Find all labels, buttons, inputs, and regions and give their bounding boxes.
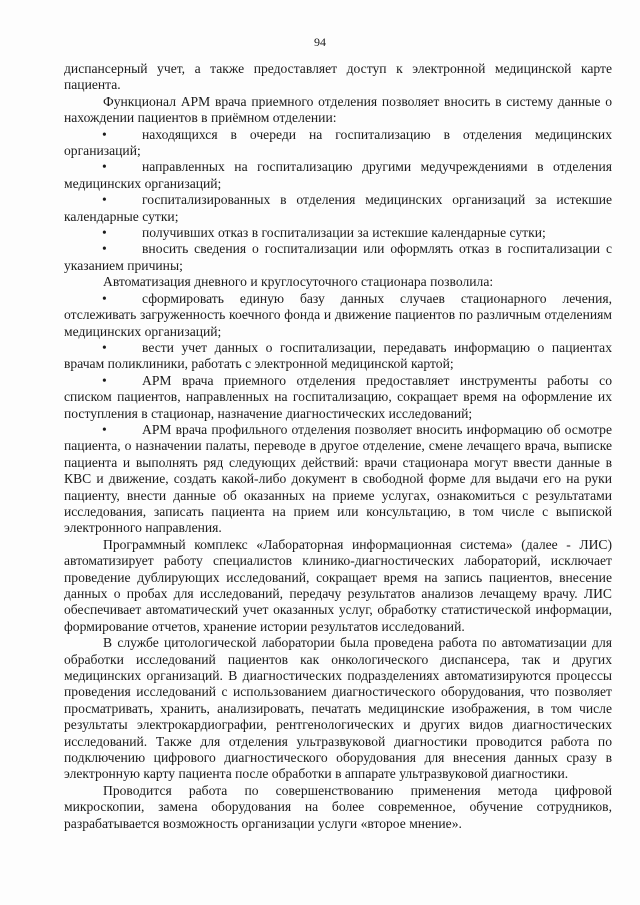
bullet-icon: • <box>102 225 107 241</box>
bullet-icon: • <box>102 241 107 257</box>
list-item: • вести учет данных о госпитализации, передавать информацию о пациентах врачам поликлиники, работать с электронной медицинской картой; <box>64 339 612 372</box>
bullet-icon: • <box>102 339 107 355</box>
list-item: • госпитализированных в отделения медицинских организаций за истекшие календарные сутки; <box>64 192 612 224</box>
paragraph: диспансерный учет, а также предоставляет доступ к электронной медицинской карте пациента. <box>64 61 612 93</box>
page-body <box>64 61 612 832</box>
list-item: • АРМ врача профильного отделения позволяет вносить информацию об осмотре пациента, о назначении палаты, переводе в другое отделение, смене лечащего врача, выписке пациента и выполнять ряд следующих действий: врачи стационара могут ввести данные в КВС и движение, создать какой-либо документ в свободной форме для выдачи его на руки пациенту, внести данные об оказанных на приеме услугах, ознакомиться с результатами исследования, записать пациента на прием или консультацию, в том числе с выпиской электронного направления. <box>64 421 612 536</box>
list-item: • вносить сведения о госпитализации или оформлять отказ в госпитализации с указанием причины; <box>64 241 612 273</box>
list-item: • находящихся в очереди на госпитализацию в отделения медицинских организаций; <box>64 126 612 159</box>
bullet-icon: • <box>102 372 107 388</box>
bullet-icon: • <box>102 159 107 175</box>
paragraph: Проводится работа по совершенствованию применения метода цифровой микроскопии, замена оборудования на более современное, обучение сотрудников, разрабатывается возможность организации услуги «второе мнение». <box>64 782 612 831</box>
paragraph: В службе цитологической лаборатории была проведена работа по автоматизации для обработки исследований пациентов как онкологического диспансера, так и других медицинских организаций. В диагностических подразделениях автоматизируются процессы проведения исследований с использованием диагностического оборудования, что позволяет просматривать, хранить, анализировать, печатать медицинские изображения, в том числе результаты электрокардиографии, рентгенологических и других видов диагностических исследований. Также для отделения ультразвуковой диагностики проводится работа по подключению цифрового диагностического оборудования для внесения данных сразу в электронную карту пациента после обработки в аппарате ультразвуковой диагностики. <box>64 635 612 782</box>
page-number: 94 <box>314 35 326 49</box>
paragraph: Автоматизация дневного и круглосуточного стационара позволила: <box>103 274 494 290</box>
bullet-icon: • <box>102 421 107 437</box>
list-item: • получивших отказ в госпитализации за истекшие календарные сутки; <box>102 225 546 241</box>
list-item: • сформировать единую базу данных случаев стационарного лечения, отслеживать загруженность коечного фонда и движение пациентов по различным отделениям медицинских организаций; <box>64 290 612 339</box>
bullet-icon: • <box>102 290 107 306</box>
bullet-icon: • <box>102 192 107 208</box>
bullet-icon: • <box>102 126 107 142</box>
paragraph: Функционал АРМ врача приемного отделения позволяет вносить в систему данные о нахождении пациентов в приёмном отделении: <box>64 93 612 126</box>
list-item: • АРМ врача приемного отделения предоставляет инструменты работы со списком пациентов, направленных на госпитализацию, сокращает время на оформление их поступления в стационар, назначение диагностических исследований; <box>64 372 612 421</box>
list-item: • направленных на госпитализацию другими медучреждениями в отделения медицинских организаций; <box>64 159 612 191</box>
paragraph: Программный комплекс «Лабораторная информационная система» (далее - ЛИС) автоматизирует работу специалистов клинико-диагностических лабораторий, исключает проведение дублирующих исследований, сокращает время на запись пациентов, внесение данных о пробах для исследований, передачу результатов анализов лечащему врачу. ЛИС обеспечивает автоматический учет оказанных услуг, обработку статистической информации, формирование отчетов, хранение истории результатов исследований. <box>64 536 612 634</box>
